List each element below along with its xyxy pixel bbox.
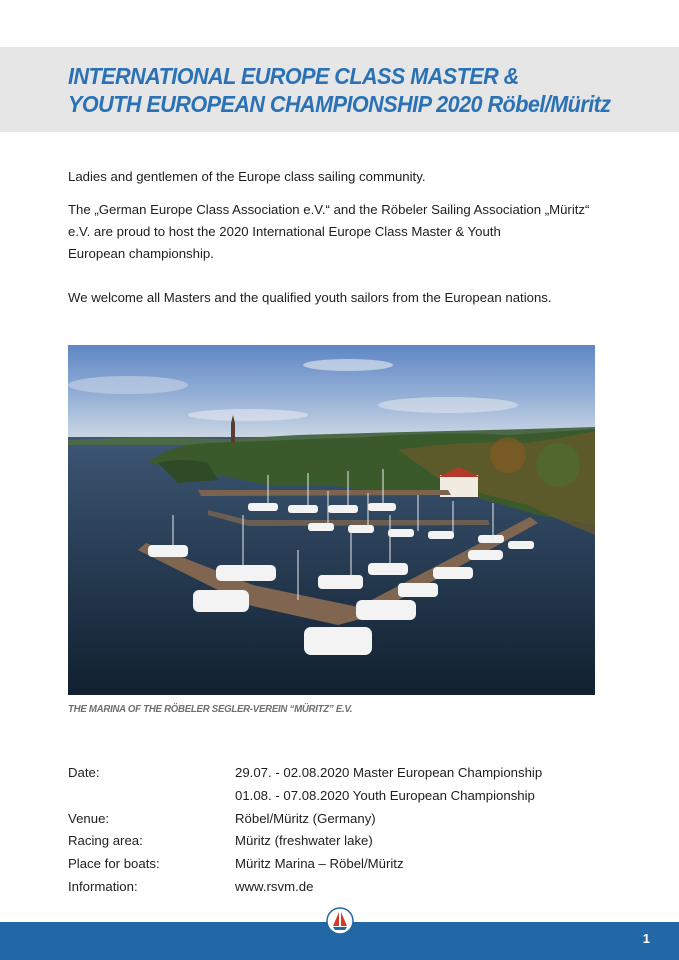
detail-label: Venue: — [68, 810, 110, 826]
event-details — [68, 762, 608, 899]
page-title-line-1: INTERNATIONAL EUROPE CLASS MASTER & — [68, 63, 519, 89]
intro-host-line-3: European championship. — [68, 246, 214, 261]
intro-text — [68, 166, 608, 320]
detail-row-place-for-boats — [68, 853, 608, 876]
detail-value[interactable]: www.rsvm.de — [235, 878, 314, 894]
detail-value: Müritz Marina – Röbel/Müritz — [235, 856, 404, 872]
marina-photo — [68, 345, 595, 695]
intro-welcome: We welcome all Masters and the qualified youth sailors from the European nations. — [68, 290, 552, 305]
detail-label: Place for boats: — [68, 856, 160, 872]
detail-value: 29.07. - 02.08.2020 Master European Championship — [235, 765, 543, 780]
detail-row-date-youth — [68, 785, 608, 808]
intro-host-paragraph — [68, 199, 608, 265]
detail-label: Date: — [68, 765, 100, 780]
detail-value: 01.08. - 07.08.2020 Youth European Championship — [235, 787, 535, 803]
page-number: 1 — [642, 931, 650, 946]
detail-value: Röbel/Müritz (Germany) — [235, 810, 376, 826]
detail-row-venue — [68, 808, 608, 831]
page-title — [68, 62, 620, 118]
detail-row-racing-area — [68, 830, 608, 853]
detail-label: Information: — [68, 878, 138, 894]
page-title-line-2: YOUTH EUROPEAN CHAMPIONSHIP 2020 Röbel/Müritz — [68, 91, 611, 117]
detail-row-date — [68, 762, 608, 785]
intro-greeting: Ladies and gentlemen of the Europe class sailing community. — [68, 169, 426, 184]
sailboat-logo-icon — [326, 907, 354, 935]
intro-host-line-1: The „German Europe Class Association e.V.“ and the Röbeler Sailing Association „Müritz“ — [68, 202, 590, 217]
detail-value: Müritz (freshwater lake) — [235, 833, 373, 849]
intro-host-line-2: e.V. are proud to host the 2020 International Europe Class Master & Youth — [68, 224, 501, 239]
photo-caption: THE MARINA OF THE RÖBELER SEGLER-VEREIN “MÜRITZ” E.V. — [68, 703, 353, 715]
detail-label: Racing area: — [68, 833, 143, 849]
detail-row-information — [68, 876, 608, 899]
